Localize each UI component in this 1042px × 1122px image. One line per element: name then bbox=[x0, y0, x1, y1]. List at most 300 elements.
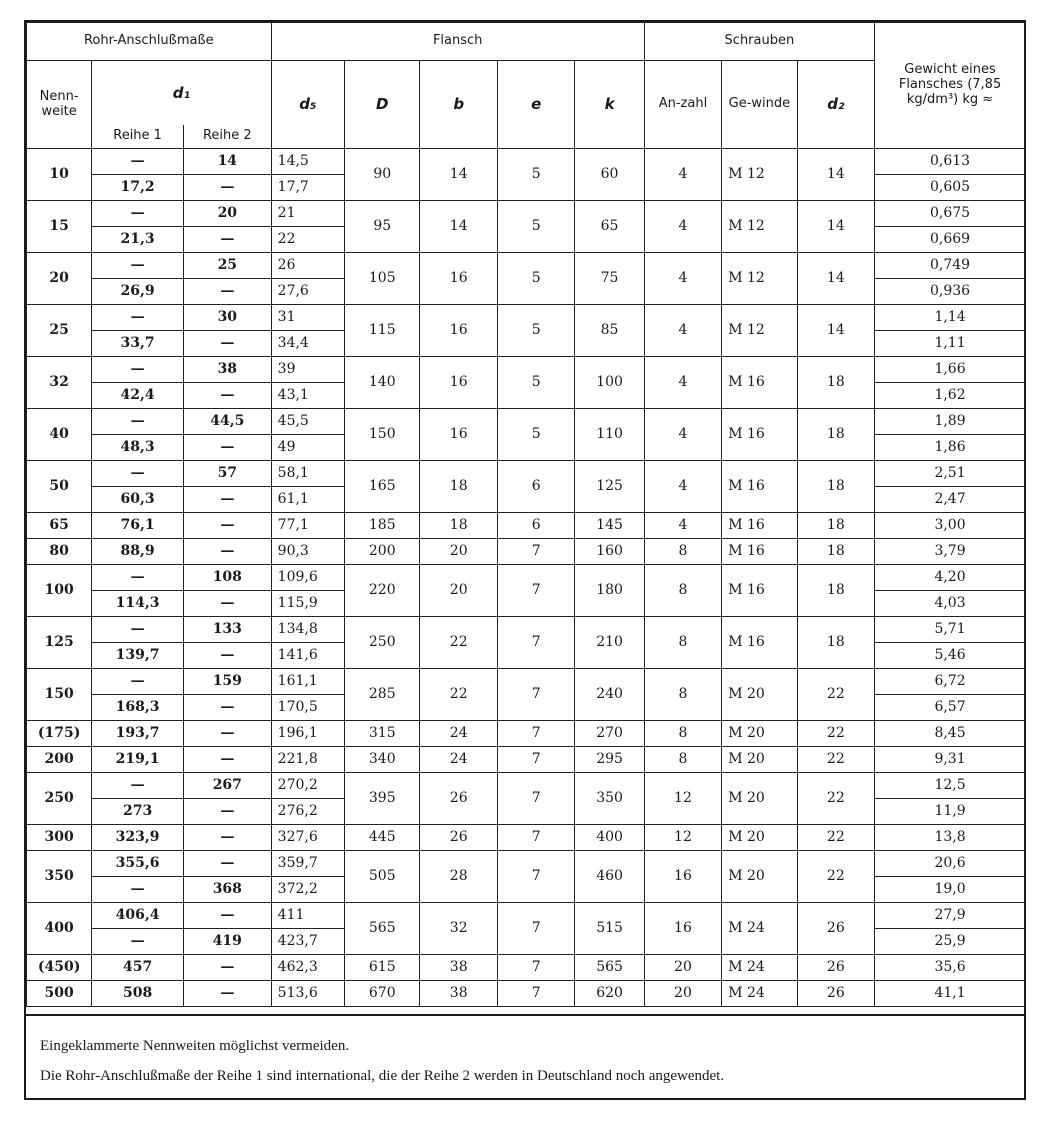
e-cell: 7 bbox=[497, 903, 574, 955]
b-cell: 22 bbox=[420, 617, 497, 669]
weight-cell: 1,86 bbox=[875, 435, 1026, 461]
anzahl-cell: 20 bbox=[644, 955, 721, 981]
d5-cell: 276,2 bbox=[271, 799, 344, 825]
reihe2-cell: — bbox=[183, 799, 271, 825]
b-cell: 16 bbox=[420, 305, 497, 357]
reihe2-cell: — bbox=[183, 695, 271, 721]
d2-cell: 18 bbox=[797, 565, 874, 617]
gewinde-cell: M 20 bbox=[722, 747, 797, 773]
reihe1-cell: 355,6 bbox=[92, 851, 184, 877]
d5-cell: 109,6 bbox=[271, 565, 344, 591]
weight-cell: 5,46 bbox=[875, 643, 1026, 669]
gewinde-cell: M 20 bbox=[722, 669, 797, 721]
weight-cell: 0,675 bbox=[875, 201, 1026, 227]
d2-cell: 22 bbox=[797, 825, 874, 851]
gewinde-cell: M 12 bbox=[722, 149, 797, 201]
header-D: D bbox=[345, 61, 420, 149]
nennweite-cell: 40 bbox=[27, 409, 92, 461]
weight-cell: 3,79 bbox=[875, 539, 1026, 565]
nennweite-cell: 150 bbox=[27, 669, 92, 721]
reihe2-cell: — bbox=[183, 955, 271, 981]
d2-cell: 14 bbox=[797, 305, 874, 357]
D-cell: 185 bbox=[345, 513, 420, 539]
reihe1-cell: 139,7 bbox=[92, 643, 184, 669]
nennweite-cell: 80 bbox=[27, 539, 92, 565]
k-cell: 110 bbox=[575, 409, 644, 461]
k-cell: 75 bbox=[575, 253, 644, 305]
weight-cell: 4,03 bbox=[875, 591, 1026, 617]
D-cell: 90 bbox=[345, 149, 420, 201]
note-bracketed: Eingeklammerte Nennweiten möglichst vermeiden. bbox=[40, 1038, 350, 1054]
header-k: k bbox=[575, 61, 644, 149]
k-cell: 400 bbox=[575, 825, 644, 851]
anzahl-cell: 8 bbox=[644, 565, 721, 617]
b-cell: 16 bbox=[420, 409, 497, 461]
reihe2-cell: — bbox=[183, 903, 271, 929]
weight-cell: 19,0 bbox=[875, 877, 1026, 903]
table-row bbox=[27, 773, 1026, 799]
anzahl-cell: 16 bbox=[644, 903, 721, 955]
anzahl-cell: 4 bbox=[644, 253, 721, 305]
D-cell: 150 bbox=[345, 409, 420, 461]
b-cell: 18 bbox=[420, 461, 497, 513]
d5-cell: 411 bbox=[271, 903, 344, 929]
d5-cell: 77,1 bbox=[271, 513, 344, 539]
d5-cell: 513,6 bbox=[271, 981, 344, 1007]
reihe2-cell: 44,5 bbox=[183, 409, 271, 435]
gewinde-cell: M 20 bbox=[722, 773, 797, 825]
weight-cell: 1,11 bbox=[875, 331, 1026, 357]
d5-cell: 14,5 bbox=[271, 149, 344, 175]
d2-cell: 22 bbox=[797, 669, 874, 721]
k-cell: 180 bbox=[575, 565, 644, 617]
b-cell: 20 bbox=[420, 565, 497, 617]
anzahl-cell: 4 bbox=[644, 201, 721, 253]
table-row bbox=[27, 565, 1026, 591]
e-cell: 5 bbox=[497, 149, 574, 201]
b-cell: 38 bbox=[420, 981, 497, 1007]
d2-cell: 14 bbox=[797, 253, 874, 305]
d2-cell: 18 bbox=[797, 409, 874, 461]
d5-cell: 161,1 bbox=[271, 669, 344, 695]
anzahl-cell: 4 bbox=[644, 357, 721, 409]
nennweite-cell: 10 bbox=[27, 149, 92, 201]
table-row bbox=[27, 539, 1026, 565]
k-cell: 620 bbox=[575, 981, 644, 1007]
gewinde-cell: M 12 bbox=[722, 201, 797, 253]
weight-cell: 2,47 bbox=[875, 487, 1026, 513]
reihe1-cell: 273 bbox=[92, 799, 184, 825]
D-cell: 395 bbox=[345, 773, 420, 825]
d5-cell: 327,6 bbox=[271, 825, 344, 851]
reihe1-cell: 17,2 bbox=[92, 175, 184, 201]
reihe2-cell: — bbox=[183, 851, 271, 877]
e-cell: 5 bbox=[497, 409, 574, 461]
reihe1-cell: 457 bbox=[92, 955, 184, 981]
b-cell: 38 bbox=[420, 955, 497, 981]
table-row bbox=[27, 305, 1026, 331]
d2-cell: 26 bbox=[797, 903, 874, 955]
e-cell: 5 bbox=[497, 253, 574, 305]
k-cell: 270 bbox=[575, 721, 644, 747]
anzahl-cell: 8 bbox=[644, 617, 721, 669]
d2-cell: 22 bbox=[797, 721, 874, 747]
b-cell: 14 bbox=[420, 149, 497, 201]
e-cell: 5 bbox=[497, 305, 574, 357]
e-cell: 5 bbox=[497, 357, 574, 409]
reihe1-cell: — bbox=[92, 201, 184, 227]
flange-table-document bbox=[24, 20, 1026, 1100]
table-row bbox=[27, 461, 1026, 487]
table-row bbox=[27, 955, 1026, 981]
weight-cell: 3,00 bbox=[875, 513, 1026, 539]
header-rohr-anschlussmasse: Rohr-Anschlußmaße bbox=[27, 23, 272, 61]
d2-cell: 22 bbox=[797, 747, 874, 773]
header-gewinde: Ge-winde bbox=[722, 61, 797, 149]
nennweite-cell: 50 bbox=[27, 461, 92, 513]
reihe2-cell: — bbox=[183, 435, 271, 461]
d5-cell: 141,6 bbox=[271, 643, 344, 669]
reihe1-cell: — bbox=[92, 461, 184, 487]
gewinde-cell: M 16 bbox=[722, 409, 797, 461]
k-cell: 145 bbox=[575, 513, 644, 539]
nennweite-cell: 20 bbox=[27, 253, 92, 305]
weight-cell: 9,31 bbox=[875, 747, 1026, 773]
D-cell: 115 bbox=[345, 305, 420, 357]
reihe1-cell: 193,7 bbox=[92, 721, 184, 747]
e-cell: 7 bbox=[497, 825, 574, 851]
reihe1-cell: 48,3 bbox=[92, 435, 184, 461]
d5-cell: 462,3 bbox=[271, 955, 344, 981]
reihe2-cell: — bbox=[183, 643, 271, 669]
reihe1-cell: — bbox=[92, 929, 184, 955]
weight-cell: 0,936 bbox=[875, 279, 1026, 305]
anzahl-cell: 8 bbox=[644, 721, 721, 747]
d5-cell: 61,1 bbox=[271, 487, 344, 513]
d5-cell: 58,1 bbox=[271, 461, 344, 487]
d2-cell: 22 bbox=[797, 851, 874, 903]
k-cell: 350 bbox=[575, 773, 644, 825]
gewinde-cell: M 16 bbox=[722, 617, 797, 669]
reihe1-cell: 42,4 bbox=[92, 383, 184, 409]
anzahl-cell: 4 bbox=[644, 513, 721, 539]
d2-cell: 26 bbox=[797, 981, 874, 1007]
gewinde-cell: M 12 bbox=[722, 253, 797, 305]
d5-cell: 170,5 bbox=[271, 695, 344, 721]
reihe1-cell: 33,7 bbox=[92, 331, 184, 357]
k-cell: 160 bbox=[575, 539, 644, 565]
table-row bbox=[27, 409, 1026, 435]
table-row bbox=[27, 513, 1026, 539]
gewinde-cell: M 16 bbox=[722, 513, 797, 539]
weight-cell: 6,72 bbox=[875, 669, 1026, 695]
k-cell: 240 bbox=[575, 669, 644, 721]
weight-cell: 20,6 bbox=[875, 851, 1026, 877]
header-d1: d₁ bbox=[92, 61, 271, 125]
reihe1-cell: — bbox=[92, 565, 184, 591]
D-cell: 615 bbox=[345, 955, 420, 981]
header-flansch: Flansch bbox=[271, 23, 644, 61]
reihe2-cell: — bbox=[183, 279, 271, 305]
b-cell: 26 bbox=[420, 773, 497, 825]
reihe2-cell: — bbox=[183, 331, 271, 357]
d2-cell: 18 bbox=[797, 539, 874, 565]
e-cell: 6 bbox=[497, 461, 574, 513]
D-cell: 670 bbox=[345, 981, 420, 1007]
reihe2-cell: — bbox=[183, 487, 271, 513]
table-row bbox=[27, 149, 1026, 175]
d5-cell: 134,8 bbox=[271, 617, 344, 643]
e-cell: 7 bbox=[497, 565, 574, 617]
nennweite-cell: 500 bbox=[27, 981, 92, 1007]
b-cell: 16 bbox=[420, 253, 497, 305]
d5-cell: 423,7 bbox=[271, 929, 344, 955]
nennweite-cell: 250 bbox=[27, 773, 92, 825]
weight-cell: 6,57 bbox=[875, 695, 1026, 721]
reihe2-cell: — bbox=[183, 591, 271, 617]
anzahl-cell: 4 bbox=[644, 409, 721, 461]
k-cell: 295 bbox=[575, 747, 644, 773]
nennweite-cell: 400 bbox=[27, 903, 92, 955]
weight-cell: 4,20 bbox=[875, 565, 1026, 591]
d5-cell: 372,2 bbox=[271, 877, 344, 903]
anzahl-cell: 8 bbox=[644, 669, 721, 721]
table-notes bbox=[26, 1014, 1024, 1098]
reihe1-cell: 168,3 bbox=[92, 695, 184, 721]
D-cell: 105 bbox=[345, 253, 420, 305]
e-cell: 7 bbox=[497, 955, 574, 981]
nennweite-cell: 200 bbox=[27, 747, 92, 773]
table-row bbox=[27, 721, 1026, 747]
d2-cell: 26 bbox=[797, 955, 874, 981]
k-cell: 60 bbox=[575, 149, 644, 201]
reihe1-cell: 406,4 bbox=[92, 903, 184, 929]
k-cell: 515 bbox=[575, 903, 644, 955]
weight-cell: 5,71 bbox=[875, 617, 1026, 643]
weight-cell: 0,613 bbox=[875, 149, 1026, 175]
D-cell: 200 bbox=[345, 539, 420, 565]
reihe2-cell: 133 bbox=[183, 617, 271, 643]
reihe1-cell: — bbox=[92, 305, 184, 331]
D-cell: 315 bbox=[345, 721, 420, 747]
k-cell: 65 bbox=[575, 201, 644, 253]
b-cell: 24 bbox=[420, 747, 497, 773]
reihe1-cell: — bbox=[92, 149, 184, 175]
e-cell: 7 bbox=[497, 851, 574, 903]
k-cell: 85 bbox=[575, 305, 644, 357]
reihe1-cell: 508 bbox=[92, 981, 184, 1007]
table-row bbox=[27, 825, 1026, 851]
e-cell: 7 bbox=[497, 981, 574, 1007]
reihe2-cell: 267 bbox=[183, 773, 271, 799]
header-d2: d₂ bbox=[797, 61, 874, 149]
b-cell: 16 bbox=[420, 357, 497, 409]
flange-dimensions-table bbox=[26, 22, 1026, 1007]
D-cell: 285 bbox=[345, 669, 420, 721]
d5-cell: 221,8 bbox=[271, 747, 344, 773]
nennweite-cell: 100 bbox=[27, 565, 92, 617]
e-cell: 7 bbox=[497, 721, 574, 747]
d2-cell: 14 bbox=[797, 149, 874, 201]
D-cell: 95 bbox=[345, 201, 420, 253]
reihe2-cell: 30 bbox=[183, 305, 271, 331]
d2-cell: 18 bbox=[797, 461, 874, 513]
header-reihe-2: Reihe 2 bbox=[183, 125, 271, 149]
d5-cell: 27,6 bbox=[271, 279, 344, 305]
b-cell: 20 bbox=[420, 539, 497, 565]
reihe1-cell: 60,3 bbox=[92, 487, 184, 513]
b-cell: 32 bbox=[420, 903, 497, 955]
header-d5: d₅ bbox=[271, 61, 344, 149]
d5-cell: 34,4 bbox=[271, 331, 344, 357]
table-row bbox=[27, 903, 1026, 929]
reihe1-cell: 323,9 bbox=[92, 825, 184, 851]
weight-cell: 1,62 bbox=[875, 383, 1026, 409]
b-cell: 14 bbox=[420, 201, 497, 253]
reihe1-cell: 88,9 bbox=[92, 539, 184, 565]
b-cell: 24 bbox=[420, 721, 497, 747]
table-row bbox=[27, 617, 1026, 643]
anzahl-cell: 12 bbox=[644, 773, 721, 825]
anzahl-cell: 8 bbox=[644, 539, 721, 565]
k-cell: 210 bbox=[575, 617, 644, 669]
nennweite-cell: 65 bbox=[27, 513, 92, 539]
reihe1-cell: — bbox=[92, 409, 184, 435]
header-reihe-1: Reihe 1 bbox=[92, 125, 184, 149]
weight-cell: 0,605 bbox=[875, 175, 1026, 201]
weight-cell: 41,1 bbox=[875, 981, 1026, 1007]
gewinde-cell: M 24 bbox=[722, 981, 797, 1007]
reihe2-cell: — bbox=[183, 747, 271, 773]
weight-cell: 12,5 bbox=[875, 773, 1026, 799]
table-row bbox=[27, 357, 1026, 383]
b-cell: 26 bbox=[420, 825, 497, 851]
e-cell: 7 bbox=[497, 617, 574, 669]
D-cell: 140 bbox=[345, 357, 420, 409]
d5-cell: 26 bbox=[271, 253, 344, 279]
reihe2-cell: 57 bbox=[183, 461, 271, 487]
gewinde-cell: M 20 bbox=[722, 851, 797, 903]
gewinde-cell: M 20 bbox=[722, 721, 797, 747]
nennweite-cell: 15 bbox=[27, 201, 92, 253]
d2-cell: 14 bbox=[797, 201, 874, 253]
weight-cell: 8,45 bbox=[875, 721, 1026, 747]
reihe2-cell: — bbox=[183, 825, 271, 851]
k-cell: 565 bbox=[575, 955, 644, 981]
d2-cell: 18 bbox=[797, 357, 874, 409]
reihe2-cell: 14 bbox=[183, 149, 271, 175]
b-cell: 28 bbox=[420, 851, 497, 903]
d5-cell: 270,2 bbox=[271, 773, 344, 799]
reihe2-cell: 25 bbox=[183, 253, 271, 279]
weight-cell: 11,9 bbox=[875, 799, 1026, 825]
reihe1-cell: — bbox=[92, 253, 184, 279]
header-schrauben: Schrauben bbox=[644, 23, 874, 61]
anzahl-cell: 12 bbox=[644, 825, 721, 851]
reihe1-cell: — bbox=[92, 617, 184, 643]
weight-cell: 13,8 bbox=[875, 825, 1026, 851]
D-cell: 340 bbox=[345, 747, 420, 773]
anzahl-cell: 16 bbox=[644, 851, 721, 903]
e-cell: 7 bbox=[497, 747, 574, 773]
reihe2-cell: 368 bbox=[183, 877, 271, 903]
d2-cell: 22 bbox=[797, 773, 874, 825]
reihe2-cell: 419 bbox=[183, 929, 271, 955]
table-body bbox=[27, 149, 1026, 1007]
weight-cell: 27,9 bbox=[875, 903, 1026, 929]
weight-cell: 0,749 bbox=[875, 253, 1026, 279]
header-b: b bbox=[420, 61, 497, 149]
note-series: Die Rohr-Anschlußmaße der Reihe 1 sind international, die der Reihe 2 werden in Deutschland noch angewendet. bbox=[40, 1068, 725, 1084]
table-row bbox=[27, 981, 1026, 1007]
e-cell: 7 bbox=[497, 539, 574, 565]
weight-cell: 25,9 bbox=[875, 929, 1026, 955]
header-gewicht: Gewicht eines Flansches (7,85 kg/dm³) kg ≈ bbox=[875, 23, 1026, 149]
reihe2-cell: — bbox=[183, 175, 271, 201]
nennweite-cell: 125 bbox=[27, 617, 92, 669]
weight-cell: 0,669 bbox=[875, 227, 1026, 253]
weight-cell: 35,6 bbox=[875, 955, 1026, 981]
d2-cell: 18 bbox=[797, 513, 874, 539]
reihe2-cell: — bbox=[183, 383, 271, 409]
reihe1-cell: — bbox=[92, 357, 184, 383]
reihe2-cell: — bbox=[183, 513, 271, 539]
nennweite-cell: (450) bbox=[27, 955, 92, 981]
k-cell: 460 bbox=[575, 851, 644, 903]
gewinde-cell: M 20 bbox=[722, 825, 797, 851]
reihe1-cell: — bbox=[92, 773, 184, 799]
header-e: e bbox=[497, 61, 574, 149]
d5-cell: 17,7 bbox=[271, 175, 344, 201]
reihe1-cell: 21,3 bbox=[92, 227, 184, 253]
weight-cell: 1,14 bbox=[875, 305, 1026, 331]
gewinde-cell: M 16 bbox=[722, 539, 797, 565]
gewinde-cell: M 16 bbox=[722, 461, 797, 513]
gewinde-cell: M 24 bbox=[722, 955, 797, 981]
d5-cell: 43,1 bbox=[271, 383, 344, 409]
weight-cell: 1,89 bbox=[875, 409, 1026, 435]
header-anzahl: An-zahl bbox=[644, 61, 721, 149]
d2-cell: 18 bbox=[797, 617, 874, 669]
table-row bbox=[27, 851, 1026, 877]
d5-cell: 196,1 bbox=[271, 721, 344, 747]
nennweite-cell: (175) bbox=[27, 721, 92, 747]
d5-cell: 21 bbox=[271, 201, 344, 227]
reihe1-cell: 219,1 bbox=[92, 747, 184, 773]
anzahl-cell: 4 bbox=[644, 461, 721, 513]
anzahl-cell: 20 bbox=[644, 981, 721, 1007]
reihe2-cell: 20 bbox=[183, 201, 271, 227]
gewinde-cell: M 16 bbox=[722, 565, 797, 617]
e-cell: 5 bbox=[497, 201, 574, 253]
reihe2-cell: — bbox=[183, 981, 271, 1007]
d5-cell: 45,5 bbox=[271, 409, 344, 435]
anzahl-cell: 4 bbox=[644, 149, 721, 201]
reihe2-cell: — bbox=[183, 721, 271, 747]
d5-cell: 49 bbox=[271, 435, 344, 461]
reihe2-cell: 159 bbox=[183, 669, 271, 695]
anzahl-cell: 8 bbox=[644, 747, 721, 773]
reihe1-cell: 76,1 bbox=[92, 513, 184, 539]
D-cell: 445 bbox=[345, 825, 420, 851]
d5-cell: 22 bbox=[271, 227, 344, 253]
D-cell: 250 bbox=[345, 617, 420, 669]
table-row bbox=[27, 253, 1026, 279]
e-cell: 7 bbox=[497, 773, 574, 825]
reihe2-cell: — bbox=[183, 227, 271, 253]
reihe1-cell: — bbox=[92, 669, 184, 695]
nennweite-cell: 32 bbox=[27, 357, 92, 409]
